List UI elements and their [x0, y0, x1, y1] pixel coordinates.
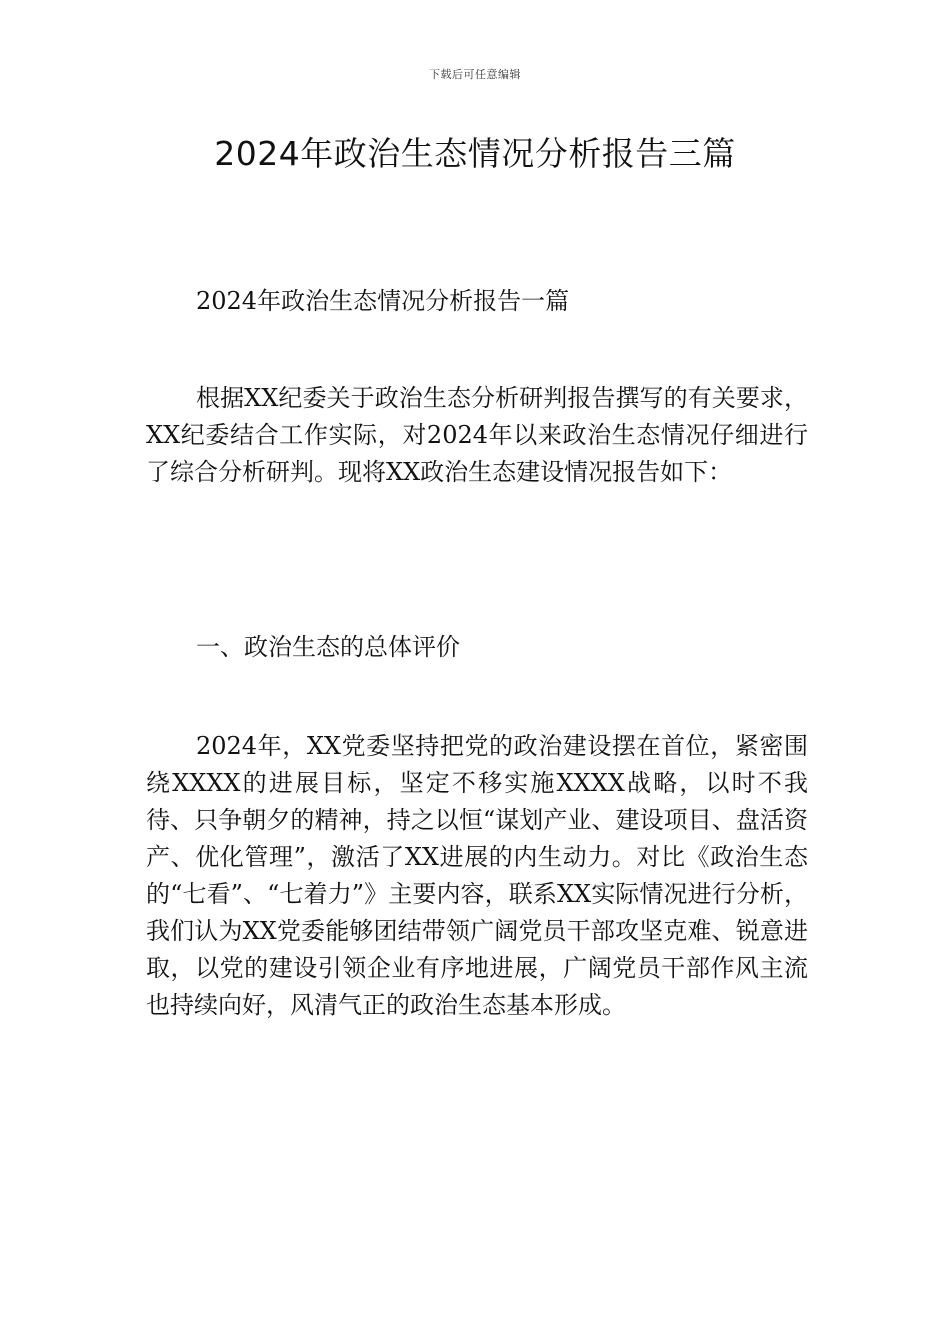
section-heading: 一、政治生态的总体评价 — [196, 633, 460, 661]
intro-paragraph: 根据XX纪委关于政治生态分析研判报告撰写的有关要求，XX纪委结合工作实际，对2024年以来政治生态情况仔细进行了综合分析研判。现将XX政治生态建设情况报告如下： — [146, 384, 808, 486]
document-title: 2024年政治生态情况分析报告三篇 — [214, 134, 736, 173]
section-paragraph: 2024年，XX党委坚持把党的政治建设摆在首位，紧密围绕XXXX的进展目标，坚定不移实施XXXX战略，以时不我待、只争朝夕的精神，持之以恒“谋划产业、建设项目、盘活资产、优化管理”，激活了XX进展的内生动力。对比《政治生态的“七看”、“七着力”》主要内容，联系XX实际情况进行分析，我们认为XX党委能够团结带领广阔党员干部攻坚克难、锐意进取，以党的建设引领企业有序地进展，广阔党员干部作风主流也持续向好，风清气正的政治生态基本形成。 — [146, 732, 808, 1019]
document-subtitle: 2024年政治生态情况分析报告一篇 — [196, 287, 570, 315]
header-note: 下载后可任意编辑 — [429, 68, 521, 81]
